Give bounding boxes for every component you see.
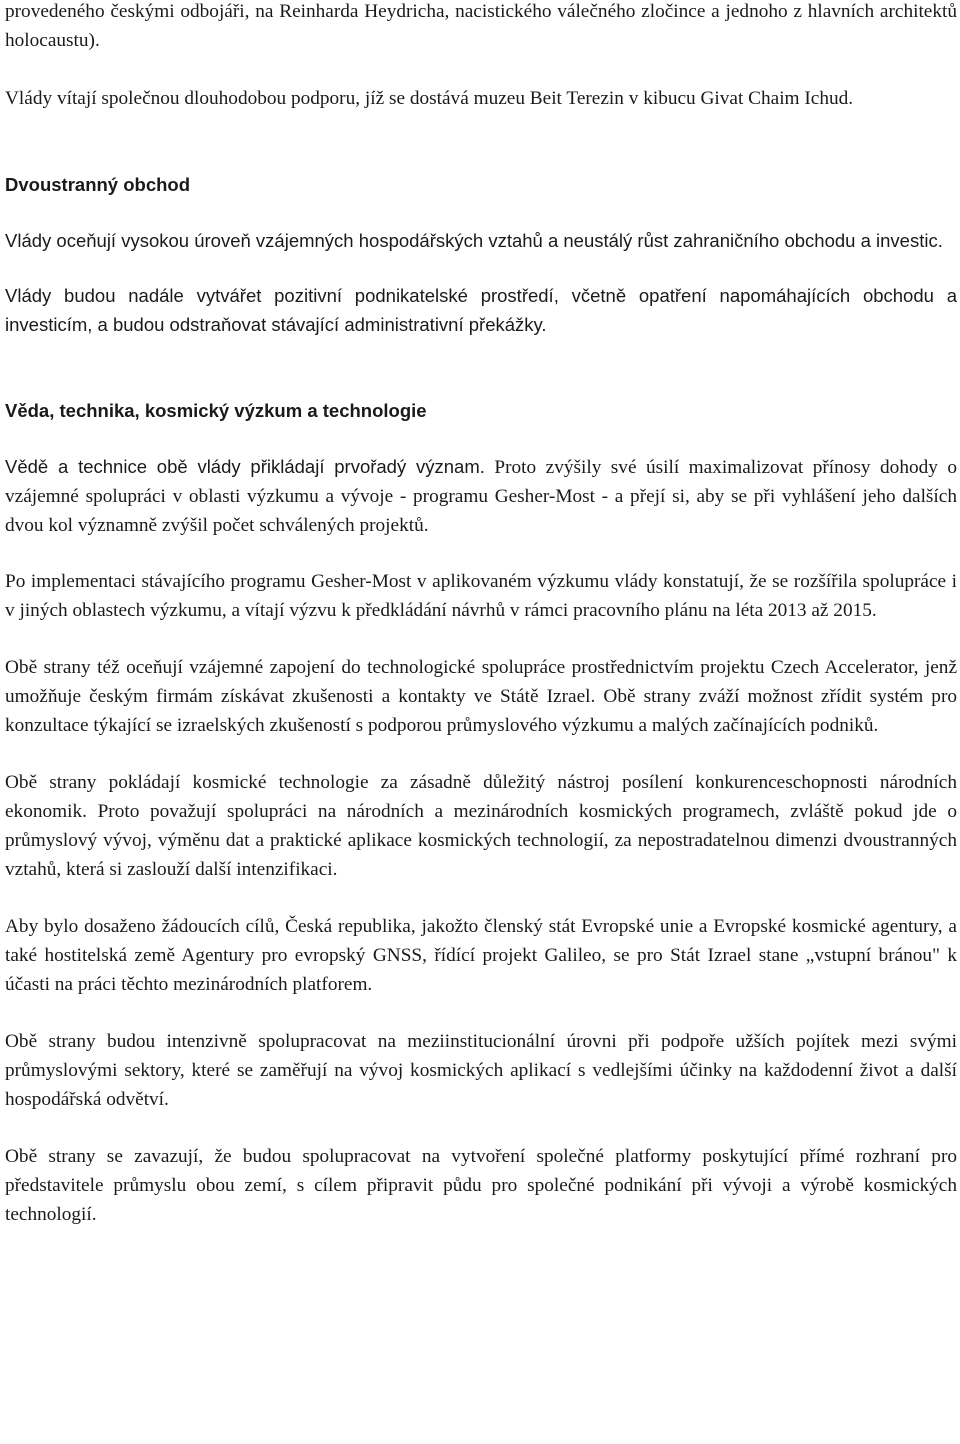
science-paragraph-2: Po implementaci stávajícího programu Gesher-Most v aplikovaném výzkumu vlády konstatují, že se rozšířila spolupráce i v jiných oblastech výzkumu, a vítají výzvu k předkládání návrhů v rámci pracovního plánu na léta 2013 až 2015. [5,571,957,621]
intro-paragraph-1: provedeného českými odbojáři, na Reinharda Heydricha, nacistického válečného zločince a jednoho z hlavních architektů holocaustu). [5,1,957,51]
science-paragraph-1-rest: Proto zvýšily své úsilí maximalizovat přínosy dohody o vzájemné spolupráci v oblasti výzkumu a vývoje - programu Gesher-Most - a přejí si, aby se při vyhlášení jeho dalších dvou kol významně zvýšil počet schválených projektů. [5,457,957,536]
science-paragraph-5: Aby bylo dosaženo žádoucích cílů, Česká republika, jakožto členský stát Evropské unie a Evropské kosmické agentury, a také hostitelská země Agentury pro evropský GNSS, řídící projekt Galileo, se pro Stát Izrael stane „vstupní bránou" k účasti na práci těchto mezinárodních platforem. [5,916,957,995]
section-heading-science: Věda, technika, kosmický výzkum a technologie [5,400,427,421]
science-paragraph-3: Obě strany též oceňují vzájemné zapojení do technologické spolupráce prostřednictvím projektu Czech Accelerator, jenž umožňuje českým firmám získávat zkušenosti a kontakty ve Státě Izrael. Obě strany zváží možnost zřídit systém pro konzultace týkající se izraelských zkušeností s podporou průmyslového výzkumu a malých začínajících podniků. [5,657,957,736]
trade-paragraph-1: Vlády oceňují vysokou úroveň vzájemných hospodářských vztahů a neustálý růst zahraničního obchodu a investic. [5,230,943,251]
science-paragraph-1-lead: Vědě a technice obě vlády přikládají prvořadý význam. [5,456,485,477]
section-heading-trade: Dvoustranný obchod [5,174,191,195]
intro-section [5,0,957,113]
intro-paragraph-2: Vlády vítají společnou dlouhodobou podporu, jíž se dostává muzeu Beit Terezin v kibucu Givat Chaim Ichud. [5,88,854,109]
science-paragraph-1 [5,452,957,540]
trade-section [5,170,957,339]
document-page [5,0,957,1229]
science-paragraph-6: Obě strany budou intenzivně spolupracovat na meziinstitucionální úrovni při podpoře užších pojítek mezi svými průmyslovými sektory, které se zaměřují na vývoj kosmických aplikací s vedlejšími účinky na každodenní život a další hospodářská odvětví. [5,1031,957,1110]
science-section [5,396,957,1229]
trade-paragraph-2: Vlády budou nadále vytvářet pozitivní podnikatelské prostředí, včetně opatření napomáhajících obchodu a investicím, a budou odstraňovat stávající administrativní překážky. [5,285,957,335]
science-paragraph-7: Obě strany se zavazují, že budou spolupracovat na vytvoření společné platformy poskytující přímé rozhraní pro představitele průmyslu obou zemí, s cílem připravit půdu pro společné podnikání při vývoji a výrobě kosmických technologií. [5,1146,957,1225]
science-paragraph-4: Obě strany pokládají kosmické technologie za zásadně důležitý nástroj posílení konkurenceschopnosti národních ekonomik. Proto považují spolupráci na národních a mezinárodních kosmických programech, zvláště pokud jde o průmyslový vývoj, výměnu dat a praktické aplikace kosmických technologií, za nepostradatelnou dimenzi dvoustranných vztahů, která si zaslouží další intenzifikaci. [5,772,957,880]
